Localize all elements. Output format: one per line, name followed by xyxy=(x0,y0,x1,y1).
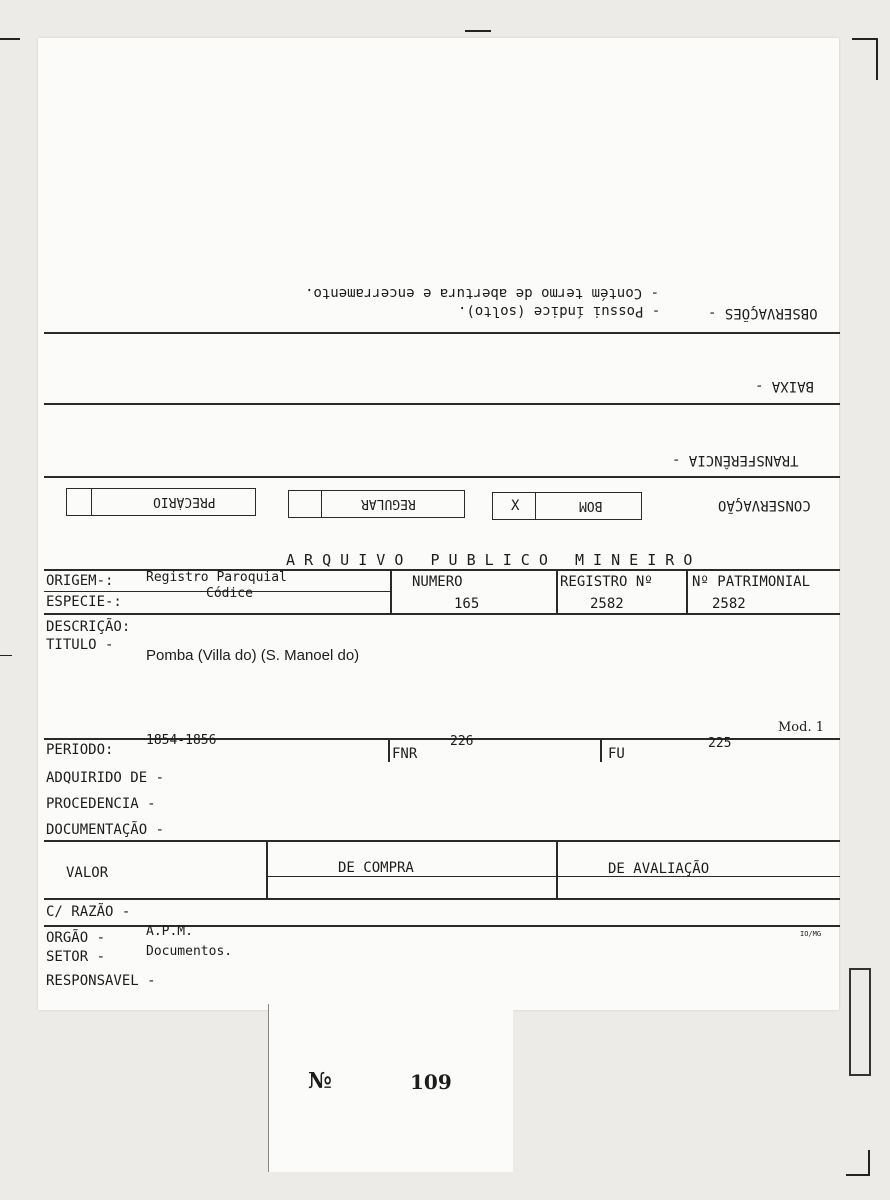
vline-registro xyxy=(556,569,558,613)
crop-mark-top-right xyxy=(852,38,878,40)
periodo-label: PERIODO: xyxy=(46,742,114,758)
crop-mark-bottom-right xyxy=(846,1174,870,1176)
periodo-value: 1854-1856 xyxy=(146,733,217,748)
archive-title: A R Q U I V O P U B L I C O M I N E I R O xyxy=(286,551,693,569)
fu-value: 225 xyxy=(708,736,732,751)
vline-valor xyxy=(266,840,268,898)
vline-fu xyxy=(600,738,602,762)
numero-label: NUMERO xyxy=(412,574,463,590)
mod-label: Mod. 1 xyxy=(778,720,824,735)
rule-transferencia xyxy=(44,476,840,478)
conservacao-label: CONSERVAÇÃO xyxy=(718,497,811,513)
descricao-label: DESCRIÇÃO: xyxy=(46,619,131,635)
patrimonial-label: Nº PATRIMONIAL xyxy=(692,574,811,590)
crop-mark-left xyxy=(0,655,12,656)
registro-value: 2582 xyxy=(590,596,624,612)
card-number-tab xyxy=(268,1004,513,1172)
bom-mark: X xyxy=(511,498,520,514)
clip-bracket xyxy=(849,968,871,1076)
rule-valor-top xyxy=(44,840,840,842)
precario-label: PRECÁRIO xyxy=(153,494,216,509)
rule-valor-bottom xyxy=(44,898,840,900)
origem-value: Registro Paroquial xyxy=(146,570,287,585)
catalog-card xyxy=(38,38,839,1010)
observacoes-line-2: - Contém termo de abertura e encerramento. xyxy=(305,285,660,301)
titulo-label: TITULO - xyxy=(46,637,114,653)
baixa-label: BAIXA - xyxy=(755,378,815,394)
fnr-label: FNR xyxy=(392,746,418,762)
patrimonial-value: 2582 xyxy=(712,596,746,612)
crop-mark-top-left xyxy=(0,38,20,40)
clip-bracket-left xyxy=(849,968,851,1074)
crop-mark-top-right-v xyxy=(876,38,878,80)
fnr-value: 226 xyxy=(450,734,474,749)
valor-label: VALOR xyxy=(66,865,109,881)
responsavel-label: RESPONSAVEL - xyxy=(46,973,156,989)
vline-patrimonial xyxy=(686,569,688,613)
regular-label: REGULAR xyxy=(361,496,416,511)
checkbox-precario[interactable] xyxy=(66,488,256,516)
origem-label: ORIGEM-: xyxy=(46,573,114,589)
titulo-value: Pomba (Villa do) (S. Manoel do) xyxy=(146,647,360,664)
especie-label: ESPECIE-: xyxy=(46,594,122,610)
orgao-label: ORGÃO - xyxy=(46,930,106,946)
compra-label: DE COMPRA xyxy=(338,860,414,876)
numero-value: 165 xyxy=(454,596,480,612)
number-sign: № xyxy=(308,1068,332,1094)
vline-numero xyxy=(390,569,392,613)
vline-fnr xyxy=(388,738,390,762)
printer-code: IO/MG xyxy=(800,930,822,938)
rule-baixa xyxy=(44,403,840,405)
top-tick xyxy=(465,30,491,32)
card-number: 109 xyxy=(410,1070,452,1094)
observacoes-label: OBSERVAÇÕES - xyxy=(708,305,818,321)
checkbox-regular[interactable] xyxy=(288,490,465,518)
observacoes-line-1: - Possui índice (solto). xyxy=(458,303,661,319)
setor-value: Documentos. xyxy=(146,944,233,959)
transferencia-label: TRANSFERÊNCIA - xyxy=(672,452,799,468)
fu-label: FU xyxy=(608,746,625,762)
rule-observacoes xyxy=(44,332,840,334)
especie-value: Códice xyxy=(206,586,253,601)
checkbox-bom[interactable] xyxy=(492,492,642,520)
documentacao-label: DOCUMENTAÇÃO - xyxy=(46,822,165,838)
vline-compra xyxy=(556,840,558,898)
rule-valor-mid xyxy=(266,876,840,877)
avaliacao-label: DE AVALIAÇÃO xyxy=(608,861,710,877)
procedencia-label: PROCEDENCIA - xyxy=(46,796,156,812)
orgao-value: A.P.M. xyxy=(146,924,193,939)
setor-label: SETOR - xyxy=(46,949,106,965)
adquirido-label: ADQUIRIDO DE - xyxy=(46,770,165,786)
razao-label: C/ RAZÃO - xyxy=(46,904,131,920)
registro-label: REGISTRO Nº xyxy=(560,574,653,590)
crop-mark-bottom-right-v xyxy=(868,1150,870,1176)
bom-label: BOM xyxy=(579,498,603,513)
rule-fields-bottom xyxy=(44,613,840,615)
